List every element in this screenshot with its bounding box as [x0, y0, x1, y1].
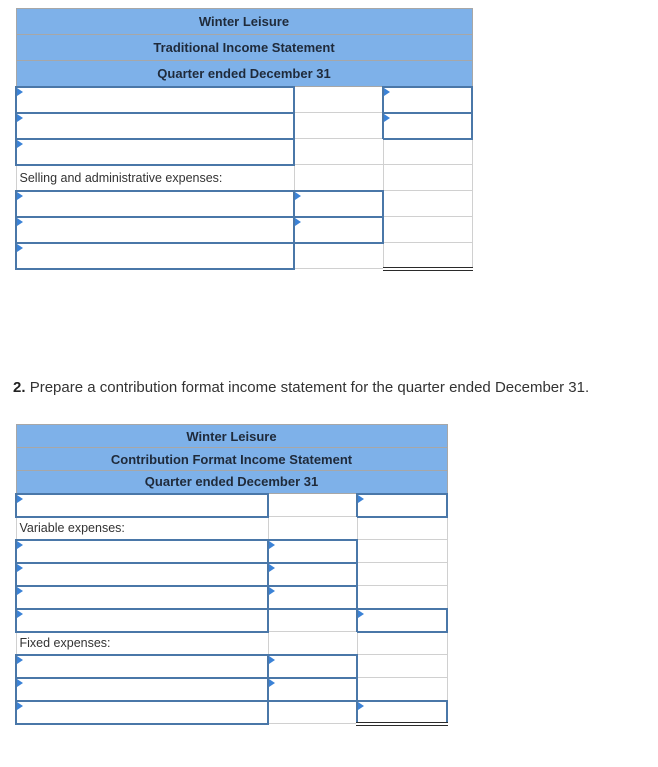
label-input[interactable] [16, 609, 268, 632]
table-row [16, 609, 447, 632]
question-2-text [13, 379, 589, 396]
empty-cell [383, 191, 472, 217]
table-row [16, 191, 472, 217]
table-row [16, 563, 447, 586]
empty-cell [357, 655, 447, 678]
table-row [16, 586, 447, 609]
statement-title: Traditional Income Statement [16, 35, 472, 61]
total-input[interactable] [357, 701, 447, 724]
statement-period: Quarter ended December 31 [16, 471, 447, 494]
contribution-income-statement-table [15, 424, 448, 726]
empty-cell [294, 243, 383, 269]
company-name: Winter Leisure [16, 425, 447, 448]
label-input[interactable] [16, 87, 294, 113]
table-row [16, 87, 472, 113]
label-input[interactable] [16, 113, 294, 139]
label-input[interactable] [16, 217, 294, 243]
empty-cell [383, 165, 472, 191]
empty-cell [268, 494, 357, 517]
table-row [16, 494, 447, 517]
amount-input[interactable] [268, 655, 357, 678]
selling-admin-label: Selling and administrative expenses: [16, 165, 294, 191]
table-row [16, 139, 472, 165]
table-row [16, 632, 447, 655]
table-row [16, 517, 447, 540]
table-row [16, 678, 447, 701]
label-input[interactable] [16, 655, 268, 678]
empty-cell [357, 563, 447, 586]
empty-cell [268, 517, 357, 540]
table-row [16, 701, 447, 724]
label-input[interactable] [16, 563, 268, 586]
empty-cell [357, 540, 447, 563]
amount-input[interactable] [383, 113, 472, 139]
amount-input[interactable] [383, 87, 472, 113]
total-cell[interactable] [383, 243, 472, 269]
amount-input[interactable] [357, 494, 447, 517]
empty-cell [294, 113, 383, 139]
empty-cell [268, 632, 357, 655]
label-input[interactable] [16, 494, 268, 517]
label-input[interactable] [16, 701, 268, 724]
traditional-income-statement-table [15, 8, 473, 271]
empty-cell [294, 87, 383, 113]
empty-cell [294, 139, 383, 165]
table-row [16, 243, 472, 269]
label-input[interactable] [16, 678, 268, 701]
amount-input[interactable] [268, 563, 357, 586]
table-row [16, 113, 472, 139]
empty-cell [268, 609, 357, 632]
empty-cell [357, 678, 447, 701]
amount-input[interactable] [357, 609, 447, 632]
amount-input[interactable] [268, 586, 357, 609]
amount-input[interactable] [294, 191, 383, 217]
fixed-expenses-label: Fixed expenses: [16, 632, 268, 655]
empty-cell [357, 586, 447, 609]
amount-input[interactable] [268, 540, 357, 563]
table-row [16, 655, 447, 678]
amount-input[interactable] [268, 678, 357, 701]
question-prompt: Prepare a contribution format income statement for the quarter ended December 31. [29, 379, 590, 396]
label-input[interactable] [16, 540, 268, 563]
empty-cell [357, 632, 447, 655]
statement-title: Contribution Format Income Statement [16, 448, 447, 471]
table-row [16, 165, 472, 191]
label-input[interactable] [16, 586, 268, 609]
statement-period: Quarter ended December 31 [16, 61, 472, 87]
label-input[interactable] [16, 243, 294, 269]
table-row [16, 540, 447, 563]
label-input[interactable] [16, 139, 294, 165]
table-row [16, 217, 472, 243]
empty-cell [383, 217, 472, 243]
amount-input[interactable] [294, 217, 383, 243]
empty-cell [294, 165, 383, 191]
empty-cell [268, 701, 357, 724]
empty-cell [357, 517, 447, 540]
company-name: Winter Leisure [16, 9, 472, 35]
question-number: 2. [13, 379, 26, 396]
empty-cell [383, 139, 472, 165]
label-input[interactable] [16, 191, 294, 217]
variable-expenses-label: Variable expenses: [16, 517, 268, 540]
